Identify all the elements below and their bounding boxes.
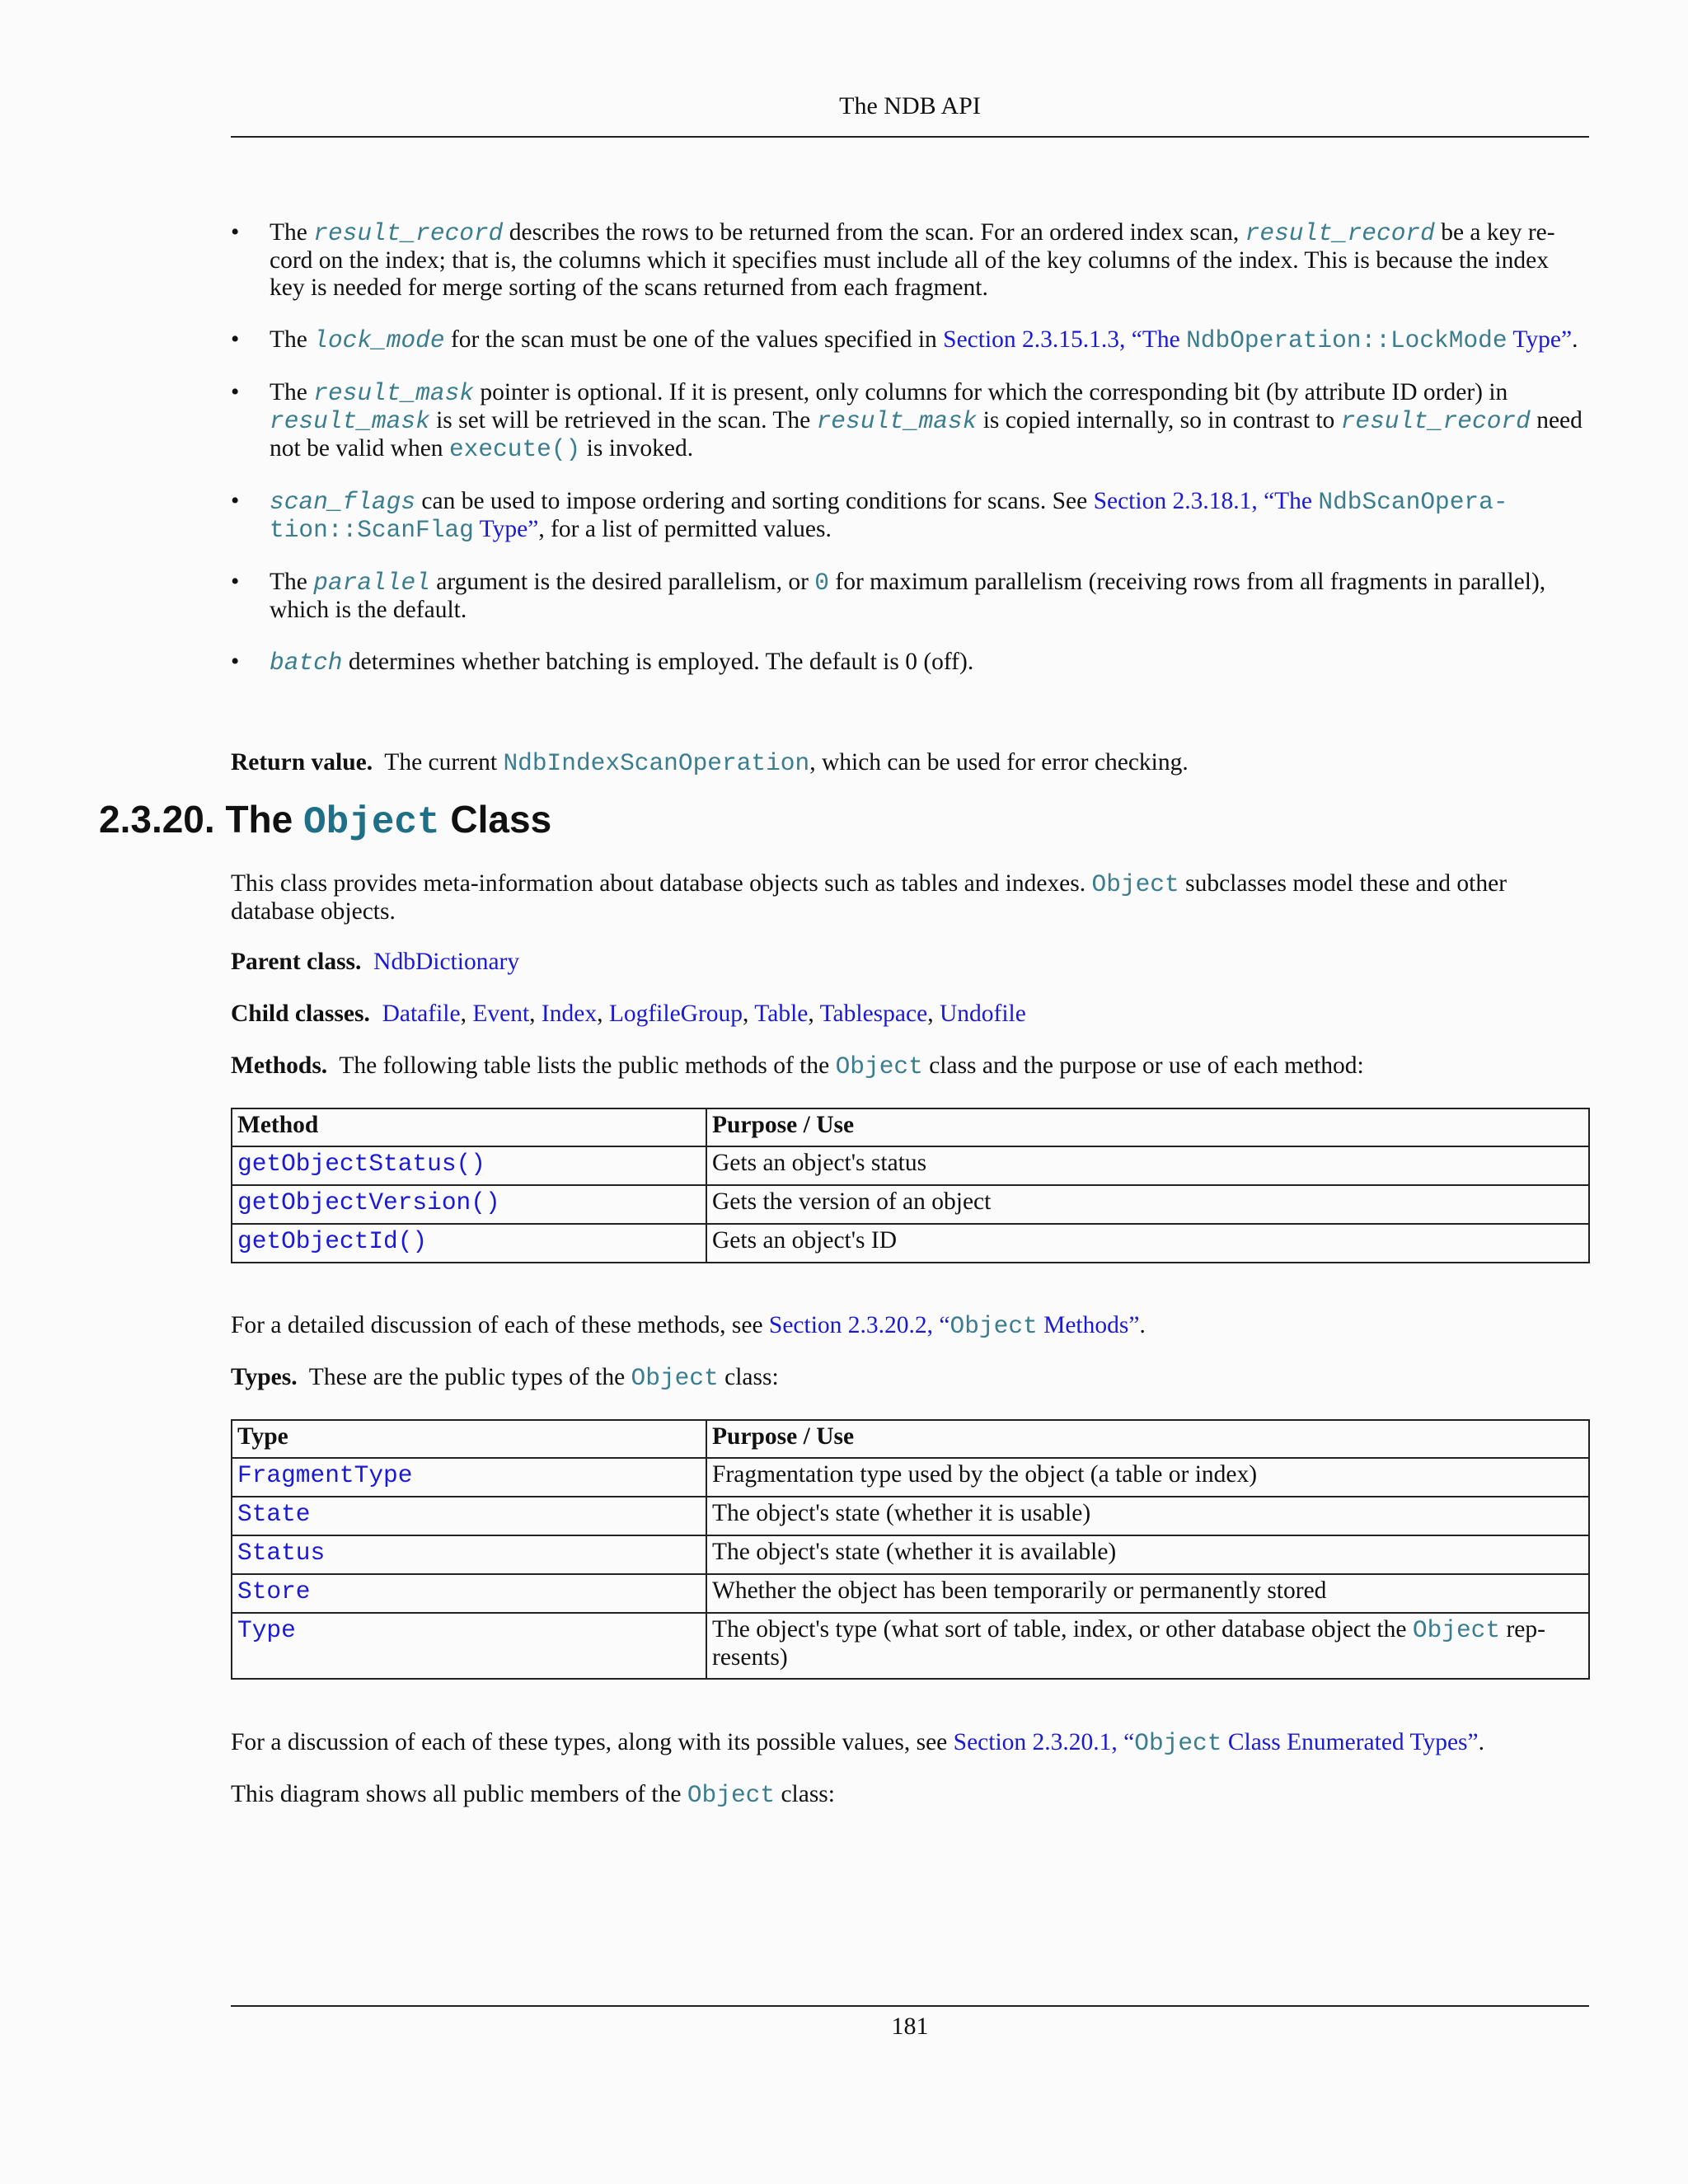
list-item — [231, 219, 1589, 302]
section-link-scanflag[interactable]: Section 2.3.18.1, “The NdbScanOpera-tion::ScanFlag Type” — [270, 488, 1508, 544]
return-value-paragraph: Return value. The current NdbIndexScanOperation, which can be used for error checking. — [231, 749, 1189, 777]
param-name: result_mask — [816, 407, 978, 435]
table-cell: Whether the object has been temporarily or permanently stored — [706, 1574, 1589, 1613]
methods-table — [231, 1108, 1590, 1263]
intro-paragraph: This class provides meta-information about database objects such as tables and indexes. Object subclasses model these and other database objects. — [231, 870, 1507, 925]
text: be a key re-cord on the index; that is, the columns which it specifies must include all of the key columns of the index. This is because the index key is needed for merge sorting of the scans returned from each fragment. — [270, 219, 1555, 301]
code-inline: Object — [687, 1781, 776, 1809]
table-cell: Gets an object's status — [706, 1146, 1589, 1185]
bullet-icon: • — [231, 219, 240, 246]
bullet-icon: • — [231, 569, 240, 595]
section-heading: 2.3.20. The Object Class — [99, 798, 552, 844]
text: determines whether batching is employed. The default is 0 (off). — [342, 649, 974, 675]
method-link-getobjectstatus[interactable]: getObjectStatus() — [237, 1150, 485, 1178]
section-link-object-methods[interactable]: Section 2.3.20.2, “Object Methods” — [768, 1312, 1140, 1340]
child-class-link-undofile[interactable]: Undofile — [939, 1001, 1026, 1027]
param-name: result_record — [313, 219, 504, 247]
param-name: result_mask — [313, 379, 474, 407]
methods-intro-paragraph: Methods. The following table lists the public methods of the Object class and the purpose or use of each method: — [231, 1052, 1364, 1080]
list-item — [231, 379, 1589, 463]
type-link-fragmenttype[interactable]: FragmentType — [237, 1461, 413, 1489]
parameter-list — [231, 219, 1589, 701]
code-inline: NdbIndexScanOperation — [503, 749, 810, 777]
param-name: result_record — [1340, 407, 1531, 435]
child-class-link-logfilegroup[interactable]: LogfileGroup — [608, 1001, 743, 1027]
types-discussion-paragraph: For a discussion of each of these types, along with its possible values, see Section 2.3.20.1, “Object Class Enumerated Types”. — [231, 1729, 1485, 1757]
method-link-getobjectversion[interactable]: getObjectVersion() — [237, 1188, 500, 1216]
text: pointer is optional. If it is present, only columns for which the corresponding bit (by attribute ID order) in — [473, 379, 1508, 405]
text: argument is the desired parallelism, or — [429, 569, 815, 595]
child-class-link-event[interactable]: Event — [472, 1001, 530, 1027]
param-name: result_mask — [270, 407, 430, 435]
list-item — [231, 488, 1589, 544]
footer-rule — [231, 2005, 1589, 2007]
text: The — [270, 569, 314, 595]
text: can be used to impose ordering and sorting conditions for scans. See — [415, 488, 1094, 514]
code-inline: Object — [631, 1364, 719, 1392]
parent-class-paragraph: Parent class. NdbDictionary — [231, 949, 520, 975]
list-item — [231, 326, 1589, 354]
header-rule — [231, 136, 1589, 138]
param-name: batch — [270, 649, 343, 677]
column-header: Purpose / Use — [706, 1420, 1589, 1458]
column-header: Type — [232, 1420, 706, 1458]
table-row — [232, 1185, 1589, 1224]
code-inline: Object — [1091, 870, 1179, 898]
child-classes-paragraph: Child classes. Datafile, Event, Index, LogfileGroup, Table, Tablespace, Undofile — [231, 1001, 1026, 1027]
type-link-store[interactable]: Store — [237, 1577, 311, 1605]
types-table — [231, 1419, 1590, 1680]
parent-class-link[interactable]: NdbDictionary — [373, 949, 520, 975]
bullet-icon: • — [231, 326, 240, 353]
type-link-type[interactable]: Type — [237, 1616, 296, 1644]
param-name: lock_mode — [313, 326, 445, 354]
text: is set will be retrieved in the scan. The — [429, 407, 817, 434]
table-row — [232, 1574, 1589, 1613]
type-link-state[interactable]: State — [237, 1500, 311, 1528]
text: . — [1572, 326, 1578, 353]
table-cell: The object's state (whether it is available) — [706, 1535, 1589, 1574]
table-row — [232, 1458, 1589, 1497]
param-name: result_record — [1245, 219, 1435, 247]
types-intro-paragraph: Types. These are the public types of the Object class: — [231, 1364, 779, 1392]
list-item — [231, 569, 1589, 624]
section-link-lockmode[interactable]: Section 2.3.15.1.3, “The NdbOperation::LockMode Type” — [943, 326, 1573, 354]
text: The — [270, 219, 314, 246]
text: describes the rows to be returned from the scan. For an ordered index scan, — [503, 219, 1245, 246]
child-class-link-table[interactable]: Table — [754, 1001, 809, 1027]
table-cell: Gets an object's ID — [706, 1224, 1589, 1263]
child-class-link-tablespace[interactable]: Tablespace — [819, 1001, 928, 1027]
table-header-row — [232, 1108, 1589, 1146]
code-inline: 0 — [814, 569, 829, 597]
text: , for a list of permitted values. — [538, 516, 832, 542]
table-cell: Fragmentation type used by the object (a table or index) — [706, 1458, 1589, 1497]
page-number: 181 — [891, 2013, 929, 2040]
table-row — [232, 1146, 1589, 1185]
running-header: The NDB API — [839, 92, 981, 120]
child-class-link-index[interactable]: Index — [541, 1001, 598, 1027]
text: need not be valid when — [270, 407, 1582, 462]
text: The — [270, 379, 314, 405]
table-row — [232, 1497, 1589, 1535]
code-inline: execute() — [448, 435, 581, 463]
bullet-icon: • — [231, 379, 240, 405]
text: The — [270, 326, 314, 353]
method-link-getobjectid[interactable]: getObjectId() — [237, 1227, 428, 1255]
table-cell: The object's type (what sort of table, index, or other database object the Object rep-resents) — [706, 1613, 1589, 1679]
column-header: Method — [232, 1108, 706, 1146]
column-header: Purpose / Use — [706, 1108, 1589, 1146]
table-header-row — [232, 1420, 1589, 1458]
text: is copied internally, so in contrast to — [977, 407, 1341, 434]
diagram-intro-paragraph: This diagram shows all public members of the Object class: — [231, 1781, 835, 1809]
table-row — [232, 1613, 1589, 1679]
return-value-label: Return value. — [231, 749, 373, 776]
text: for the scan must be one of the values specified in — [444, 326, 944, 353]
list-item — [231, 649, 1589, 677]
table-row — [232, 1535, 1589, 1574]
bullet-icon: • — [231, 488, 240, 514]
text: is invoked. — [580, 435, 694, 462]
child-class-link-datafile[interactable]: Datafile — [382, 1001, 461, 1027]
param-name: scan_flags — [270, 488, 416, 516]
bullet-icon: • — [231, 649, 240, 675]
section-link-enumerated-types[interactable]: Section 2.3.20.1, “Object Class Enumerated Types” — [953, 1729, 1479, 1757]
table-cell: The object's state (whether it is usable) — [706, 1497, 1589, 1535]
param-name: parallel — [313, 569, 430, 597]
code-inline: Object — [835, 1052, 923, 1080]
table-cell: Gets the version of an object — [706, 1185, 1589, 1224]
methods-discussion-paragraph: For a detailed discussion of each of these methods, see Section 2.3.20.2, “Object Methods”. — [231, 1312, 1146, 1340]
table-row — [232, 1224, 1589, 1263]
type-link-status[interactable]: Status — [237, 1539, 326, 1567]
text: for maximum parallelism (receiving rows from all fragments in parallel), which is the default. — [270, 569, 1546, 623]
